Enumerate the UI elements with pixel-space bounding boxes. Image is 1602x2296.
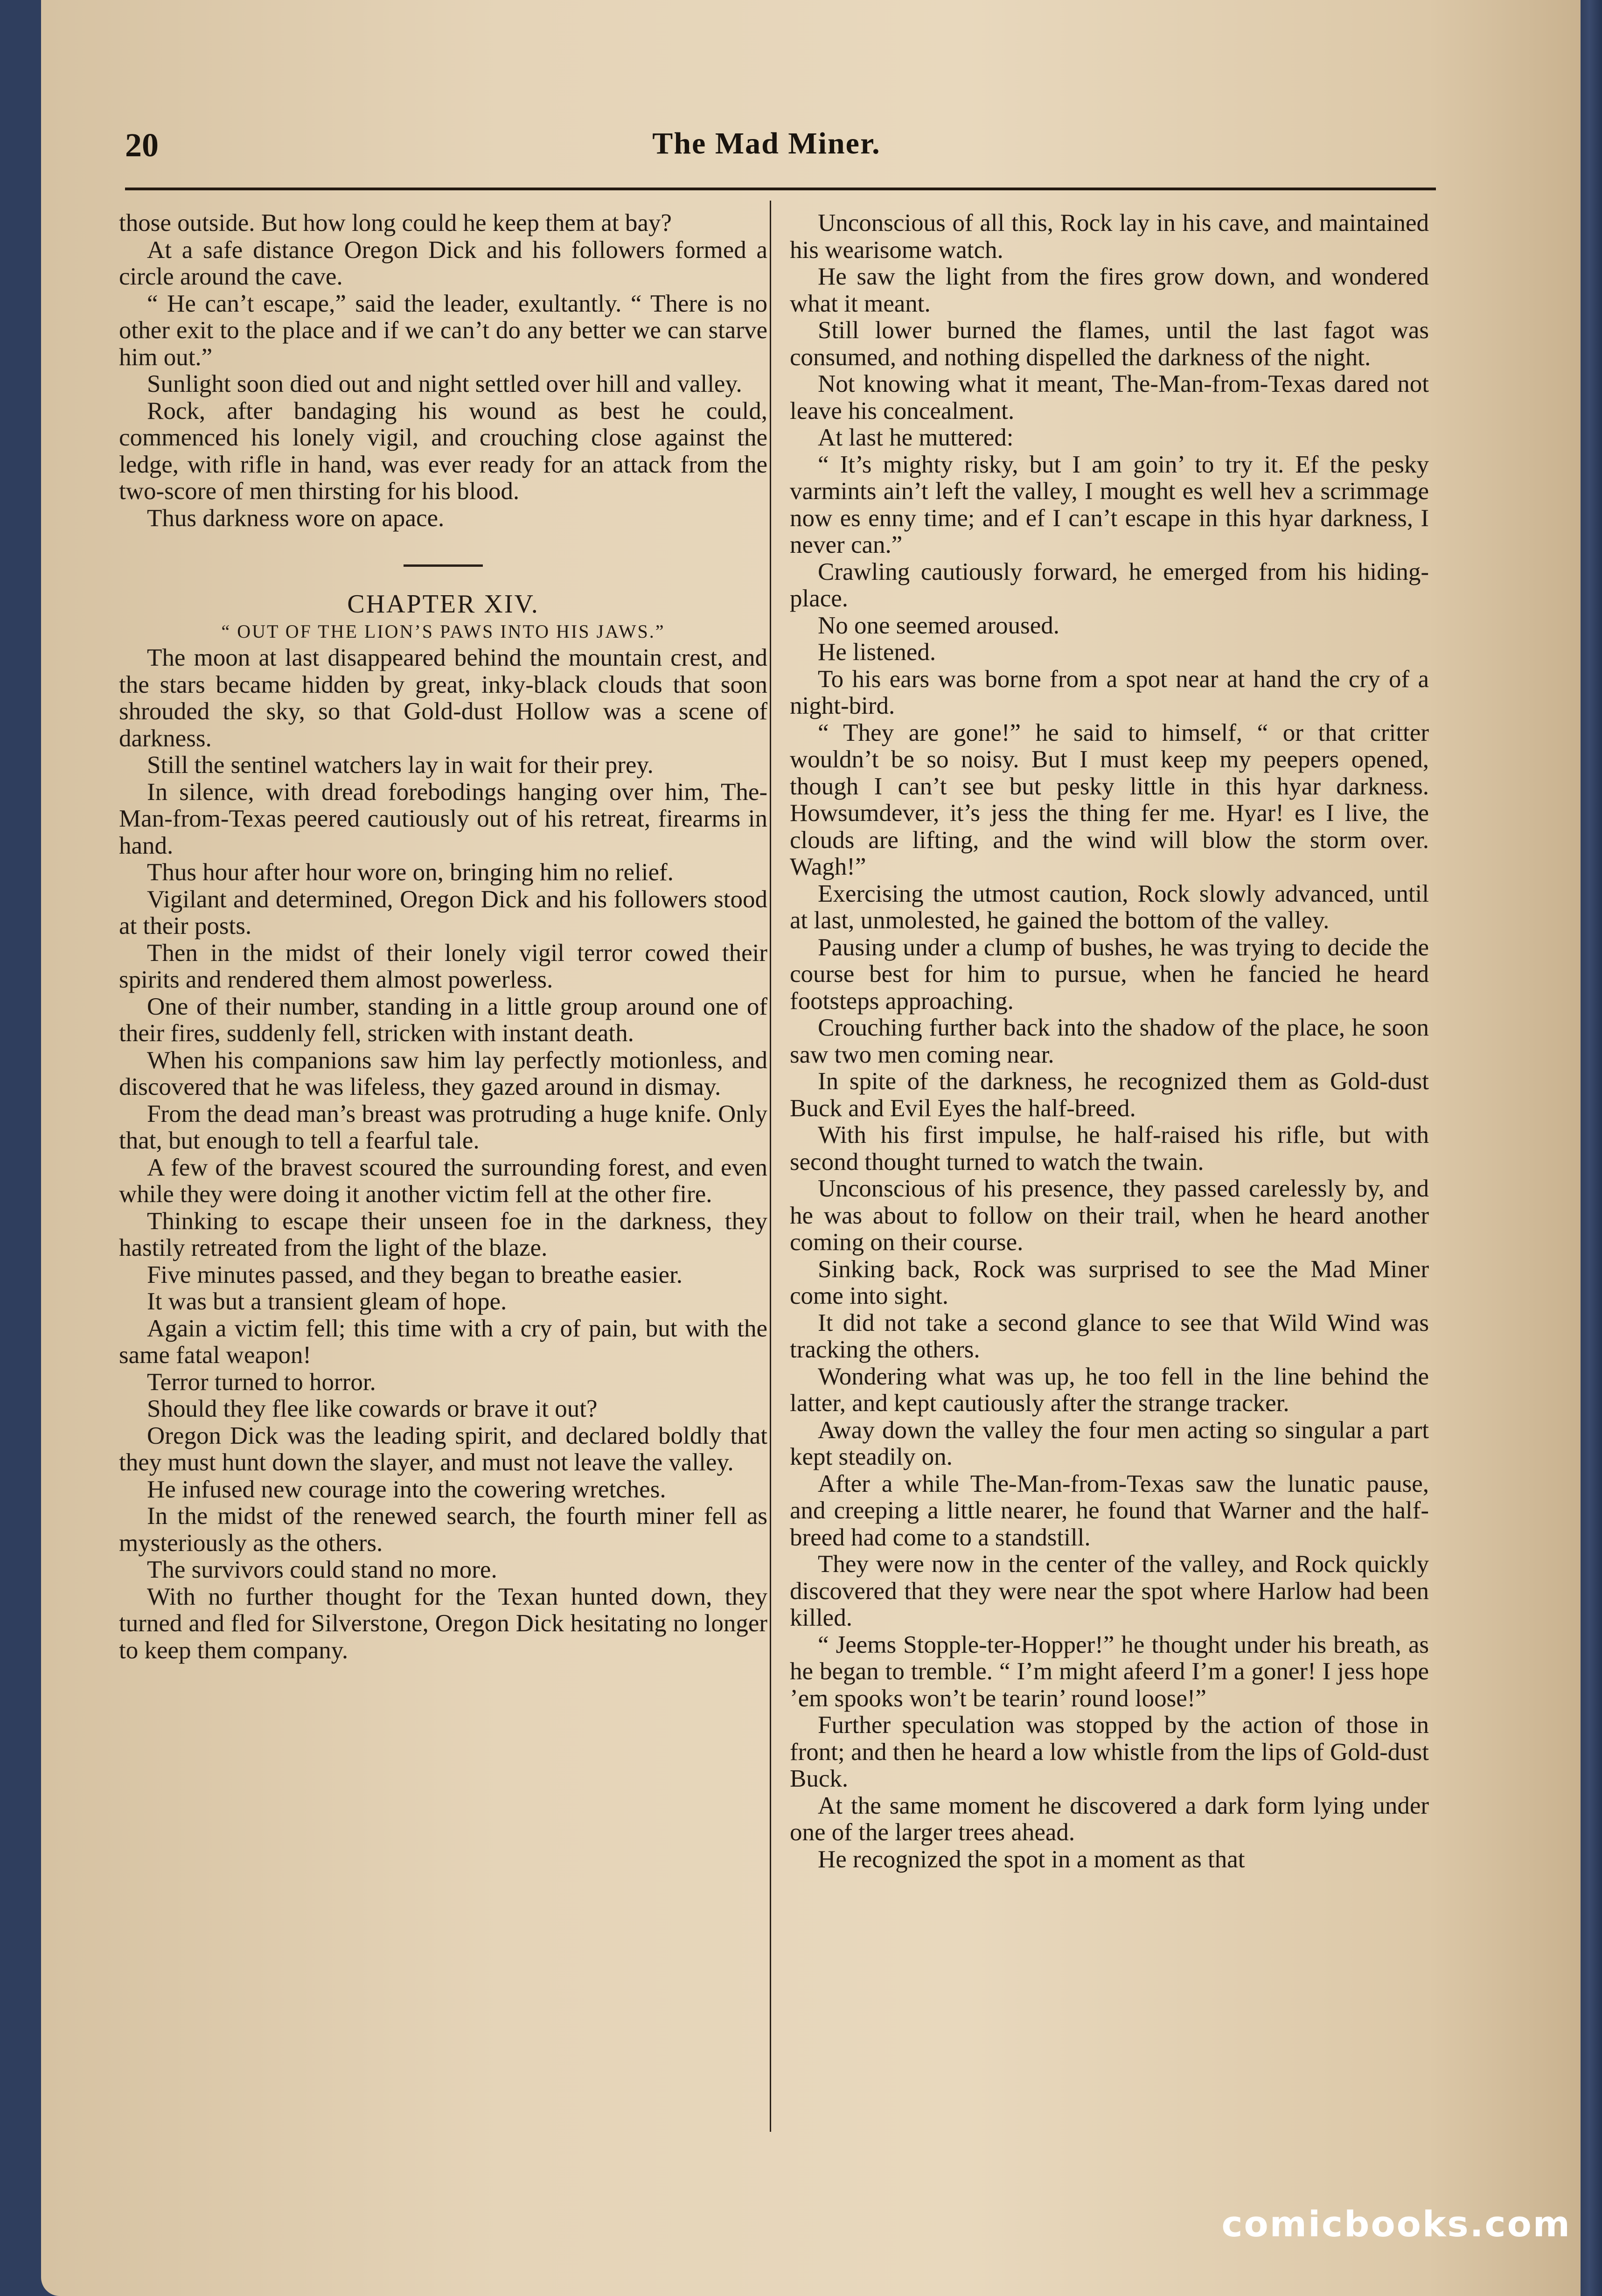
paragraph: It was but a transient gleam of hope. xyxy=(147,1288,507,1315)
right-column xyxy=(790,210,1429,1873)
paragraph: “ Jeems Stopple-ter-Hopper!” he thought under his breath, as he began to tremble. “ I’m might afeerd I’m a goner! I jess hope ’em spooks won’t be tearin’ round loose!” xyxy=(790,1631,1429,1712)
paragraph: In silence, with dread forebodings hanging over him, The-Man-from-Texas peered cautiously out of his retreat, firearms in hand. xyxy=(119,778,767,859)
paragraph: At last he muttered: xyxy=(818,424,1014,451)
paragraph: Five minutes passed, and they began to breathe easier. xyxy=(147,1261,683,1288)
section-divider xyxy=(404,564,483,567)
paragraph: They were now in the center of the valley, and Rock quickly discovered that they were near the spot where Harlow had been killed. xyxy=(790,1551,1429,1631)
paragraph: He saw the light from the fires grow down, and wondered what it meant. xyxy=(790,263,1429,317)
paragraph: Again a victim fell; this time with a cry of pain, but with the same fatal weapon! xyxy=(119,1315,767,1369)
paragraph: Exercising the utmost caution, Rock slowly advanced, until at last, unmolested, he gained the bottom of the valley. xyxy=(790,880,1429,934)
paragraph: Oregon Dick was the leading spirit, and declared boldly that they must hunt down the slayer, and must not leave the valley. xyxy=(119,1422,767,1476)
running-title: The Mad Miner. xyxy=(652,126,881,160)
paragraph: No one seemed aroused. xyxy=(818,612,1060,639)
paragraph: Not knowing what it meant, The-Man-from-Texas dared not leave his concealment. xyxy=(790,370,1429,424)
page-number: 20 xyxy=(125,126,159,164)
paragraph: Sunlight soon died out and night settled over hill and valley. xyxy=(147,370,742,397)
paragraph: When his companions saw him lay perfectly motionless, and discovered that he was lifeless, they gazed around in dismay. xyxy=(119,1046,767,1100)
paragraph: Further speculation was stopped by the action of those in front; and then he heard a low whistle from the lips of Gold-dust Buck. xyxy=(790,1712,1429,1792)
paragraph: He recognized the spot in a moment as that xyxy=(818,1845,1245,1873)
paragraph: Then in the midst of their lonely vigil terror cowed their spirits and rendered them almost powerless. xyxy=(119,939,767,993)
watermark: comicbooks.com xyxy=(1221,2203,1571,2245)
paragraph: Thinking to escape their unseen foe in the darkness, they hastily retreated from the light of the blaze. xyxy=(119,1207,767,1261)
paragraph: Thus darkness wore on apace. xyxy=(147,504,445,532)
paragraph: He infused new courage into the cowering wretches. xyxy=(147,1475,666,1503)
paragraph: A few of the bravest scoured the surrounding forest, and even while they were doing it another victim fell at the other fire. xyxy=(119,1154,767,1208)
paragraph: It did not take a second glance to see that Wild Wind was tracking the others. xyxy=(790,1309,1429,1363)
left-column xyxy=(119,210,767,1664)
paragraph: Wondering what was up, he too fell in the line behind the latter, and kept cautiously after the strange tracker. xyxy=(790,1363,1429,1417)
chapter-title: CHAPTER XIV. xyxy=(347,590,539,619)
paragraph: those outside. But how long could he keep them at bay? xyxy=(119,209,672,237)
paragraph: Crawling cautiously forward, he emerged from his hiding-place. xyxy=(790,558,1429,612)
paragraph: Unconscious of his presence, they passed carelessly by, and he was about to follow on their trail, when he heard another coming on their course. xyxy=(790,1175,1429,1256)
paragraph: “ It’s mighty risky, but I am goin’ to try it. Ef the pesky varmints ain’t left the valley, I mought es well hev a scrimmage now es enny time; and ef I can’t escape in this hyar darkness, I never can.” xyxy=(790,451,1429,558)
paragraph: “ They are gone!” he said to himself, “ or that critter wouldn’t be so noisy. But I must keep my peepers opened, though I can’t see but pesky little in this hyar darkness. Howsumdever, it’s jess the thing fer me. Hyar! es I live, the clouds are lifting, and the wind will blow the storm over. Wagh!” xyxy=(790,719,1429,880)
paragraph: Away down the valley the four men acting so singular a part kept steadily on. xyxy=(790,1416,1429,1470)
paragraph: Still lower burned the flames, until the last fagot was consumed, and nothing dispelled the darkness of the night. xyxy=(790,317,1429,371)
book-edge xyxy=(1577,0,1602,2296)
paragraph: Sinking back, Rock was surprised to see the Mad Miner come into sight. xyxy=(790,1255,1429,1309)
paragraph: Terror turned to horror. xyxy=(147,1368,376,1396)
paragraph: The moon at last disappeared behind the mountain crest, and the stars became hidden by great, inky-black clouds that soon shrouded the sky, so that Gold-dust Hollow was a scene of darkness. xyxy=(119,644,767,752)
paragraph: One of their number, standing in a little group around one of their fires, suddenly fell, stricken with instant death. xyxy=(119,993,767,1047)
paragraph: With his first impulse, he half-raised his rifle, but with second thought turned to watch the twain. xyxy=(790,1121,1429,1176)
paragraph: To his ears was borne from a spot near at hand the cry of a night-bird. xyxy=(790,665,1429,719)
paragraph: After a while The-Man-from-Texas saw the lunatic pause, and creeping a little nearer, he found that Warner and the half-breed had come to a standstill. xyxy=(790,1470,1429,1551)
paragraph: With no further thought for the Texan hunted down, they turned and fled for Silverstone, Oregon Dick hesitating no longer to keep them company. xyxy=(119,1583,767,1664)
header-rule xyxy=(125,188,1436,190)
paragraph: At the same moment he discovered a dark form lying under one of the larger trees ahead. xyxy=(790,1792,1429,1846)
paragraph: Should they flee like cowards or brave it out? xyxy=(147,1395,598,1422)
chapter-subtitle: “ OUT OF THE LION’S PAWS INTO HIS JAWS.” xyxy=(221,620,665,642)
paragraph: Unconscious of all this, Rock lay in his cave, and maintained his wearisome watch. xyxy=(790,209,1429,264)
paragraph: Rock, after bandaging his wound as best he could, commenced his lonely vigil, and crouching close against the ledge, with rifle in hand, was ever ready for an attack from the two-score of men thirsting for his blood. xyxy=(119,397,767,505)
paragraph: In the midst of the renewed search, the fourth miner fell as mysteriously as the others. xyxy=(119,1503,767,1557)
column-divider xyxy=(770,201,771,2132)
paragraph: At a safe distance Oregon Dick and his followers formed a circle around the cave. xyxy=(119,236,767,290)
paragraph: “ He can’t escape,” said the leader, exultantly. “ There is no other exit to the place and if we can’t do any better we can starve him out.” xyxy=(119,290,767,371)
paragraph: He listened. xyxy=(818,639,936,666)
paragraph: Pausing under a clump of bushes, he was trying to decide the course best for him to pursue, when he fancied he heard footsteps approaching. xyxy=(790,933,1429,1015)
paragraph: Crouching further back into the shadow of the place, he soon saw two men coming near. xyxy=(790,1014,1429,1068)
paragraph: From the dead man’s breast was protruding a huge knife. Only that, but enough to tell a fearful tale. xyxy=(119,1100,767,1154)
paragraph: Vigilant and determined, Oregon Dick and his followers stood at their posts. xyxy=(119,885,767,939)
paragraph: The survivors could stand no more. xyxy=(147,1556,497,1583)
paragraph: In spite of the darkness, he recognized them as Gold-dust Buck and Evil Eyes the half-breed. xyxy=(790,1068,1429,1122)
page-header xyxy=(125,126,1408,168)
paragraph: Still the sentinel watchers lay in wait for their prey. xyxy=(147,751,654,779)
paragraph: Thus hour after hour wore on, bringing him no relief. xyxy=(147,859,674,886)
